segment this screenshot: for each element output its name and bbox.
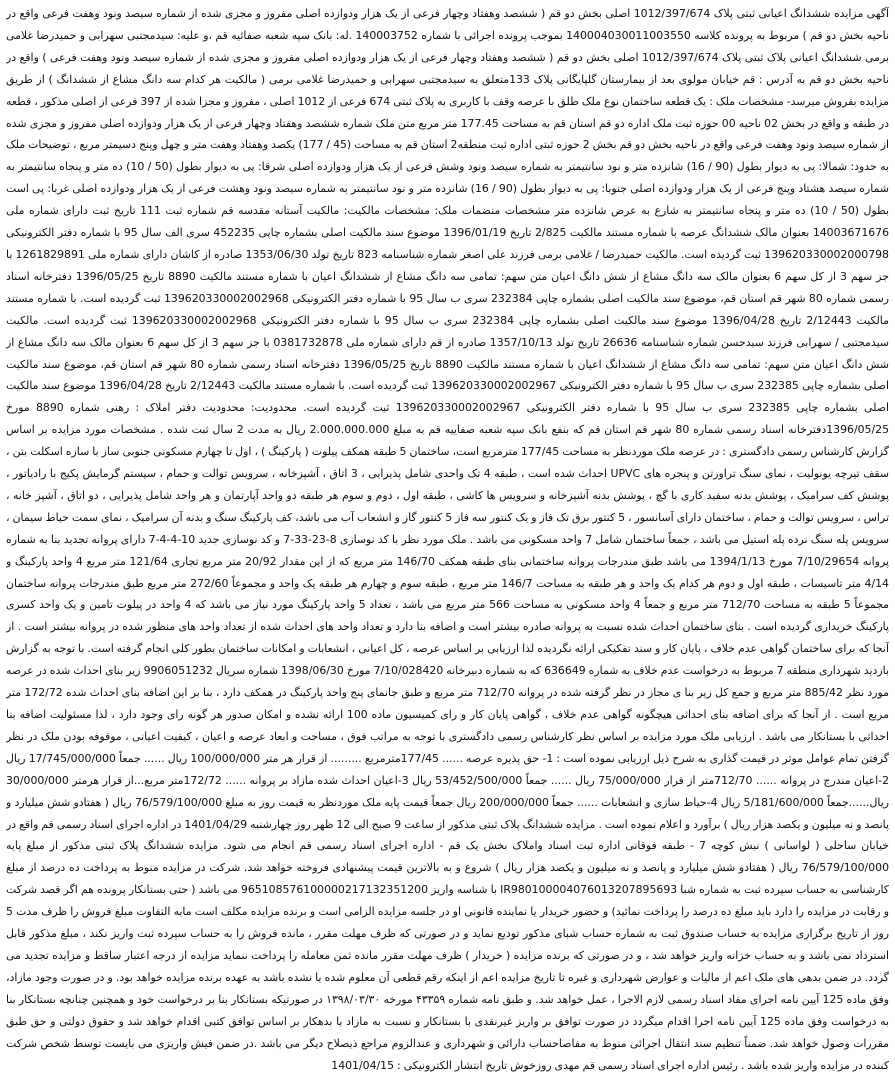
auction-notice: [6, 3, 889, 1088]
notice-body-text: آگهی مزایده ششدانگ اعیانی ثبتی پلاک 1012/397/674 اصلی بخش دو قم ( ششصد وهفتاد وچهار فرعی از یک هزار ودوازده اصلی مفروز و مجزی شده از شماره سیصد ونود وهفت فرعی واقع در ناحیه بخش دو قم ) مربوط به پرونده کلاسه 140004030011003550 بموجب پرونده اجرائی با شماره 140003752 .له: بانک سپه شعبه صفائیه قم ،و علیه: سیدمجتبی سهرابی و حمیدرضا غلامی برمی ششدانگ اعیانی پلاک ثبتی پلاک 1012/397/674 اصلی بخش دو قم ( ششصد وهفتاد وچهار فرعی از یک هزار ودوازده اصلی مفروز و مجزی شده از شماره سیصد ونود وهفت فرعی ) واقع در ناحیه بخش دو قم به آدرس : قم خیابان مولوی بعد از بیمارستان گلپایگانی پلاک 133متعلق به سیدمجتبی سهرابی و حمیدرضا غلامی برمی ( مالکیت هر کدام سه دانگ مشاع از ششدانگ ) از طریق مزایده بفروش میرسد- مشخصات ملک : یک قطعه ساختمان نوع ملک طلق با عرصه وقف با کاربری به پلاک ثبتی 674 فرعی از 1012 اصلی ، مفروز و مجزا شده از 397 فرعی از اصلی مذکور ، قطعه در طبقه و واقع در بخش 02 ناحیه 00 حوزه ثبت ملک اداره دو قم استان قم به مساحت 177.45 متر مربع متن ملک شماره ششصد وهفتاد وچهار فرعی از یک هزار ودوازده اصلی مفروز و مجزی شده از شماره سیصد ونود وهفت فرعی واقع در ناحیه بخش دو قم بخش 2 حوزه ثبتی اداره ثبت منطقه2 استان قم به مساحت (45 / 177) یکصد وهفتاد وهفت متر و چهل وپنج دسیمتر مربع ، توضیحات ملک به حدود: شمالا: پی به دیوار بطول (90 / 16) شانزده متر و نود سانتیمتر به شماره سیصد ونود وشش فرعی از یک هزار ودوازده اصلی شرقا: پی به دیوار بطول (50 / 10) ده متر و پنجاه سانتیمتر به شماره سیصد هشتاد وپنج فرعی از یک هزار ودوازده اصلی جنوبا: پی به دیوار بطول (90 / 16) شانزده متر و نود سانتیمتر به شماره سیصد ونود وهشت فرعی از یک هزار ودوازده اصلی غربا: پی است بطول (50 / 10) ده متر و پنجاه سانتیمتر به شارع به عرض شانزده متر مشخصات منضمات ملک: مشخصات مالکیت: مالکیت آستانه مقدسه قم شماره ثبت 111 تاریخ ثبت دارای شماره ملی 14003671676 بعنوان مالک ششدانگ عرصه با شماره مستند مالکیت 2/825 تاریخ 1396/01/19 موضوع سند مالکیت اصلی بشماره چاپی 452235 سری الف سال 95 با شماره دفتر الکترونیکی 139620330002000798 ثبت گردیده است. مالکیت حمیدرضا / غلامی برمی فرزند علی اصغر شماره شناسنامه 823 تاریخ تولد 1353/06/30 صادره از کاشان دارای شماره ملی 1261829891 با جز سهم 3 از کل سهم 6 بعنوان مالک سه دانگ مشاع از شش دانگ اعیان متن سهم: تمامی سه دانگ مشاع از ششدانگ اعیان با شماره مستند مالکیت 8890 تاریخ 1396/05/25 دفترخانه اسناد رسمی شماره 80 شهر قم استان قم، موضوع سند مالکیت اصلی بشماره چاپی 232384 سری ب سال 95 با شماره دفتر الکترونیکی 139620330002002968 ثبت گردیده است. با شماره مستند مالکیت 2/12443 تاریخ 1396/04/28 موضوع سند مالکیت اصلی بشماره چاپی 232384 سری ب سال 95 با شماره دفتر الکترونیکی 139620330002002968 ثبت گردیده است. مالکیت سیدمجتبی / سهرابی فرزند سیدحسن شماره شناسنامه 26636 تاریخ تولد 1357/10/13 صادره از قم دارای شماره ملی 0381732878 با جز سهم 3 از کل سهم 6 بعنوان مالک سه دانگ مشاع از شش دانگ اعیان متن سهم: تمامی سه دانگ مشاع از ششدانگ اعیان با شماره مستند مالکیت 8890 تاریخ 1396/05/25 دفترخانه اسناد رسمی شماره 80 شهر قم استان قم، موضوع سند مالکیت اصلی بشماره چاپی 232385 سری ب سال 95 با شماره دفتر الکترونیکی 139620330002002967 ثبت گردیده است. با شماره مستند مالکیت 2/12443 تاریخ 1396/04/28 موضوع سند مالکیت اصلی بشماره چاپی 232385 سری ب سال 95 با شماره دفتر الکترونیکی 139620330002002967 ثبت گردیده است. محدودیت: محدودیت دفتر املاک : رهنی شماره 8890 مورخ 1396/05/25دفترخانه اسناد رسمی شماره 80 شهر قم استان قم که بنفع بانک سپه شعبه صفاییه قم به مبلغ 2.000.000.000 ریال به مدت 2 سال ثبت شده . مشخصات مورد مزایده بر اساس گزارش کارشناس رسمی دادگستری : در عرصه ملک موردنظر به مساحت 177/45 مترمربع است، ساختمان 5 طبقه همکف پیلوت ( پارکینگ ) ، اول تا چهارم مسکونی جنوبی ساز با سازه اسکلت بتن ، سقف تیرچه یونولیت ، نمای سنگ تراورتن و پنجره های UPVC احداث شده است ، طبقه 4 تک واحدی شامل پذیرایی ، 3 اتاق ، آشپزخانه ، سرویس توالت و حمام ، سیستم گرمایش پکیج با رادیاتور ، پوشش کف سرامیک ، پوشش بدنه سفید کاری با گچ ، پوشش بدنه آشپزخانه و سرویس ها کاشی ، طبقه اول ، دوم و سوم هر طبقه دو واحد آپارتمان و هر واحد شامل پذیرایی ، دو اتاق ، آشپز خانه ، تراس ، سرویس توالت و حمام ، ساختمان دارای آسانسور ، 5 کنتور برق تک فاز و یک کنتور سه فاز 5 کنتور گاز و انشعاب آب می باشد، کف پارکینگ سنگ و بدنه آن سرامیک ، نمای سمت حیاط سیمان ، سرویس پله سنگ نرده پله استیل می باشد ، جمعاً ساختمان شامل 7 واحد مسکونی می باشد . ملک مورد نظر با کد نوسازی 8-23-33-7 و کد نوسازی جدید 10-4-4-7 دارای پروانه تجدید بنا به شماره پروانه 7/10/29654 مورخ 1394/1/13 می باشد طبق مندرجات پروانه ساختمانی بنای طبقه همکف 146/70 متر مربع که از این مقدار 20/92 متر مربع تجاری 121/64 متر مربع 4 واحد پارکینگ و 4/14 متر تاسیسات ، طبقه اول و دوم هر کدام یک واحد و هر طبقه به مساحت 146/7 متر مربع ، طبقه سوم و چهارم هر طبقه یک واحد و مجموعاً 272/60 متر مربع طبق مندرجات پروانه ساختمان مجموعاً 5 طبقه به مساحت 712/70 متر مربع و جمعاً 4 واحد مسکونی به مساحت 566 متر مربع می باشد ، تعداد 5 واحد پارکینگ مورد نیاز می باشد که 4 واحد در پیلوت تامین و یک واحد کسری پارکینگ خریداری گردیده است . بنای ساختمان احداث شده نسبت به پروانه صادره بیشتر است و اضافه بنا دارد و تعداد واحد های احداث شده از تعداد واحد های منظور شده در پروانه بیشتر است . از آنجا که برای ساختمان گواهی عدم خلاف ، پایان کار و سند تفکیکی ارائه نگردیده لذا ارزیابی بر اساس عرصه ، کل اعیانی ، انشعابات و امکانات ساختمان بطور کلی انجام گرفته است. با توجه به گزارش بازدید شهرداری منطقه 7 مربوط به درخواست عدم خلاف به شماره 636649 که به شماره دبیرخانه 7/10/028420 مورخ 1398/06/30 شماره سریال 9906051232 زیر بنای احداث شده در عرصه مورد نظر 885/42 متر مربع و جمع کل زیر بنا ی مجاز در نظر گرفته شده در پروانه 712/70 متر مربع و طبق جانمای پنج واحد پارکینگ در همکف دارد ، بنا بر این اضافه بنای احداث شده 172/72 متر مربع است . از آنجا که برای اضافه بنای احداثی هیچگونه گواهی عدم خلاف ، گواهی پایان کار و رای کمیسیون ماده 100 ارائه نشده و امکان صدور هر گونه رای وجود دارد ، لذا مسئولیت اضافه بنا احداثی با بستانکار می باشد . ارزیابی ملک مورد مزایده بر اساس نظر کارشناس رسمی دادگستری با توجه به مراتب فوق ، مساحت و ابعاد عرصه و اعیان ، کیفیت اعیانی ، موقوفه بودن ملک در نظر گرفتن تمام عوامل موثر در قیمت گذاری به شرح ذیل ارزیابی نموده است : 1- حق پذیره عرصه ...... 177/45متر‌مربع ......... از قرار هر متر 100/000/000 ریال ...... جمعاً 17/745/000/000 ریال 2-اعیان مندرج در پروانه ...... 712/70متر از قرار 75/000/000 ریال ...... جمعاً 53/452/500/000 ریال 3-اعیان احداث شده مازاد بر پروانه ...... 172/72متر مربع...از قرار هرمتر 30/000/000 ریال......جمعاً 5/181/600/000 ریال 4-حیاط سازی و انشعابات ...... جمعاً 200/000/000 ریال جمعاً قیمت پایه ملک موردنظر به قیمت روز به مبلغ 76/579/100/000 ریال ( هفتادو شش میلیارد و پانصد و نه میلیون و یکصد هزار ریال ) برآورد و اعلام نموده است . مزایده ششدانگ پلاک ثبتی مذکور از ساعت 9 صبح الی 12 ظهر روز چهارشنبه 1401/04/29 در اداره اجرای اسناد رسمی قم واقع در خیابان ساحلی ( لواسانی ) نبش کوچه 7 - طبقه فوقانی اداره ثبت اسناد واملاک بخش یک قم - اداره اجرای اسناد رسمی قم انجام می شود. مزایده ششدانگ پلاک ثبتی مذکور از مبلغ پایه 76/579/100/000 ریال ( هفتادو شش میلیارد و پانصد و نه میلیون و یکصد هزار ریال ) شروع و به بالاترین قیمت پیشنهادی فروخته خواهد شد. شرکت در مزایده منوط به پرداخت ده درصد از مبلغ کارشناسی به حساب سپرده ثبت به شماره شبا IR980100004076013207895693 با شناسه واریز 965108576100000217132351200 می باشد ( حتی بستانکار پرونده هم اگر قصد شرکت و رقابت در مزایده را دارد باید مبلغ ده درصد را پرداخت نمائید) و حضور خریدار یا نماینده قانونی او در جلسه مزایده الزامی است و برنده مزایده مکلف است مابه التفاوت مبلغ فروش را ظرف مدت 5 روز از تاریخ برگزاری مزایده به حساب صندوق ثبت به شماره حساب شبای مذکور تودیع نماید و در صورتی که ظرف مهلت مقرر ، مانده فروش را به حساب سپرده ثبت واریز نکند ، مبلغ مذکور قابل استرداد نمی باشد و به حساب خزانه واریز خواهد شد ، و در صورتی که برنده مزایده ( خریدار ) ظرف مهلت مقرر مانده ثمن معامله را پرداخت ننماید مزایده از درجه اعتبار ساقط و مزایده تجدید می گردد. در ضمن بدهی های ملک اعم از مالیات و عوارض شهرداری و غیره تا تاریخ مزایده اعم از اینکه رقم قطعی آن معلوم شده یا نشده باشد به عهده برنده مزایده خواهد بود. و در صورت وجود مازاد، وفق ماده 125 آیین نامه اجرای مفاد اسناد رسمی لازم الاجرا ، عمل خواهد شد. و طبق نامه شماره ۴۳۳۵۹ مورخه ۱۳۹۸/۰۳/۳۰ در صورتیکه بستانکار بنا بر درخواست خود و همچنین چنانچه بستانکار بنا به درخواست وفق ماده 125 آیین نامه اجرا اقدام میگردد در صورت توافق بر واریز غیرنقدی با بستانکار و نسبت به مازاد با بدهکار بر اساس توافق کتبی اقدام خواهد شد و حقوق دولتی و حق طبق مقررات وصول خواهد شد. ضمناً تنظیم سند انتقال اجرائی منوط به مفاصاحساب دارائی و شهرداری و عندالزوم مراجع ذیصلاح دیگر می باشد .در ضمن فیش واریزی می بایست توسط شخص شرکت کننده در مزایده واریز شده باشد . رئیس اداره اجرای اسناد رسمی قم مهدی روزخوش تاریخ انتشار الکترونیکی : 1401/04/15: [6, 7, 889, 1072]
